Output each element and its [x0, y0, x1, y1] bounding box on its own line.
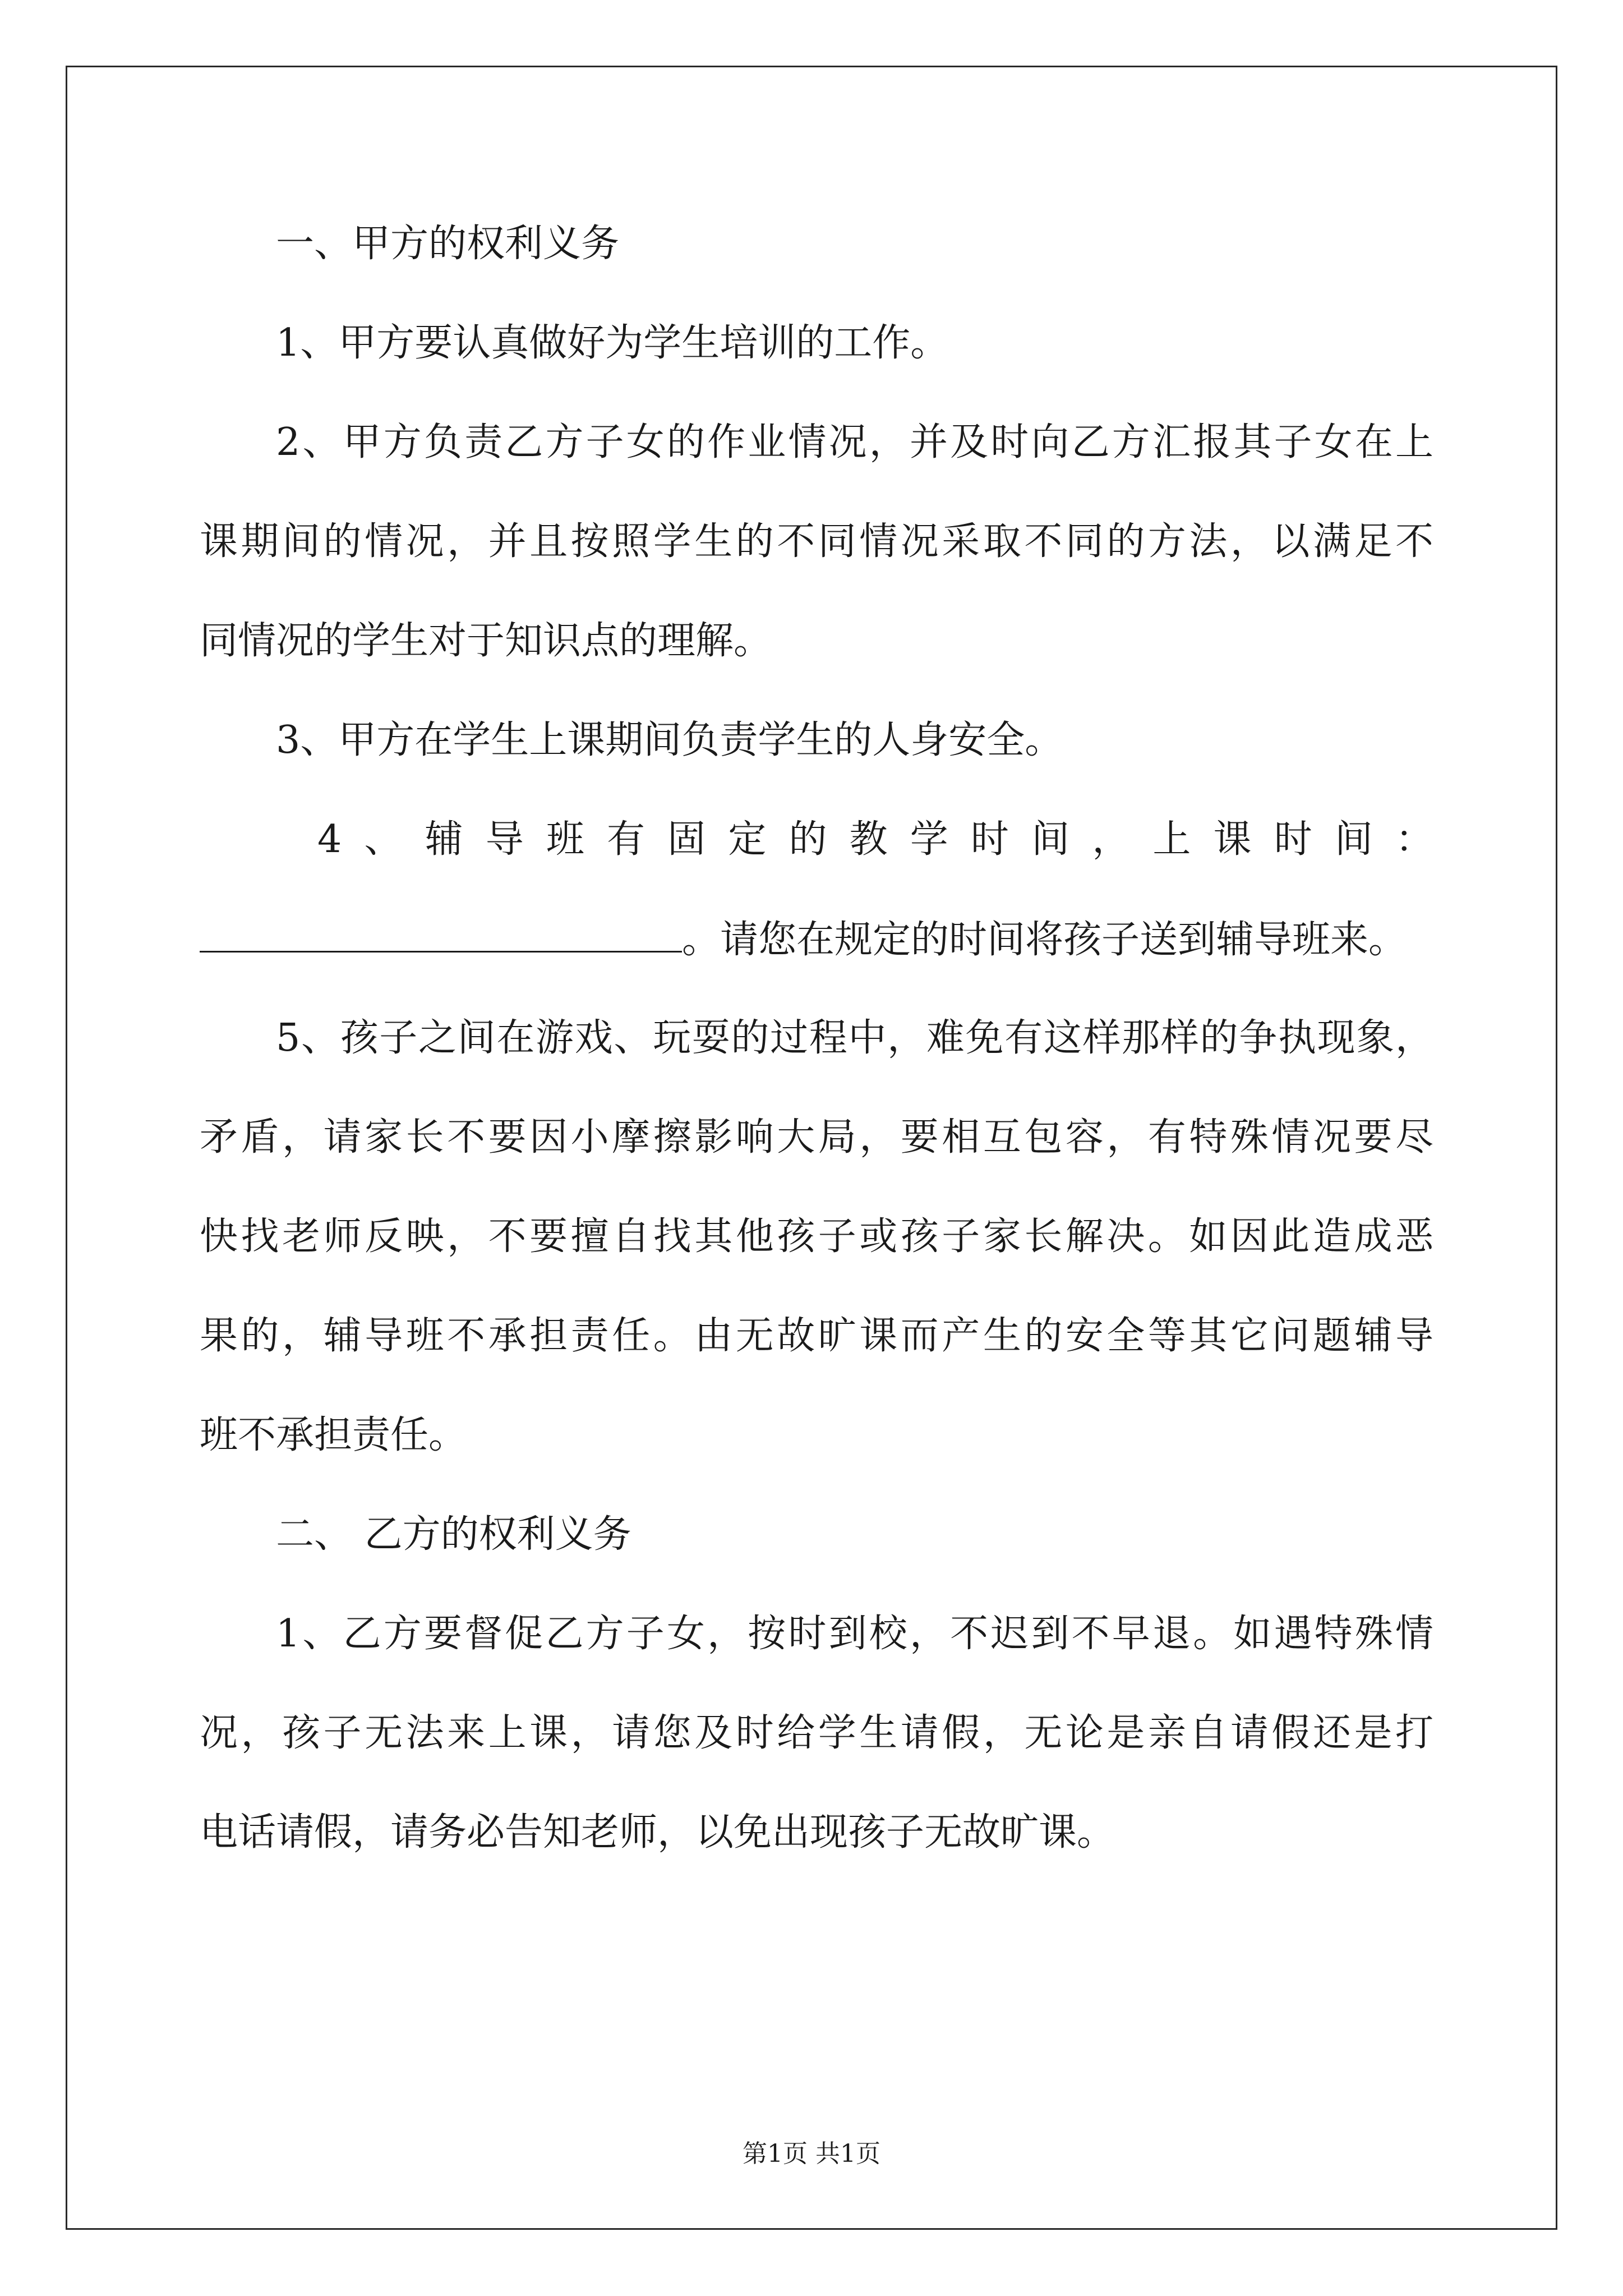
paragraph-b1-line2: 况，孩子无法来上课，请您及时给学生请假，无论是亲自请假还是打 — [200, 1711, 1433, 1755]
paragraph-a5-line5: 班不承担责任。 — [200, 1413, 467, 1457]
section-heading-party-b: 二、 乙方的权利义务 — [276, 1512, 631, 1557]
paragraph-a4-line1: 4、辅导班有固定的教学时间，上课时间： — [317, 817, 1433, 862]
paragraph-a2-line2: 课期间的情况，并且按照学生的不同情况采取不同的方法，以满足不 — [200, 519, 1433, 564]
paragraph-a2-line1: 2、甲方负责乙方子女的作业情况，并及时向乙方汇报其子女在上 — [276, 420, 1433, 464]
paragraph-b1-line3: 电话请假，请务必告知老师，以免出现孩子无故旷课。 — [200, 1810, 1115, 1855]
paragraph-a4-text: 。请您在规定的时间将孩子送到辅导班来。 — [682, 918, 1407, 962]
blank-fill-line — [200, 914, 682, 953]
paragraph-a1: 1、甲方要认真做好为学生培训的工作。 — [276, 321, 949, 365]
paragraph-a5-line2: 矛盾，请家长不要因小摩擦影响大局，要相互包容，有特殊情况要尽 — [200, 1115, 1433, 1159]
section-heading-party-a: 一、甲方的权利义务 — [276, 222, 620, 266]
paragraph-a5-line1: 5、孩子之间在游戏、玩耍的过程中，难免有这样那样的争执现象， — [276, 1016, 1433, 1060]
page-footer: 第1页 共1页 — [743, 2139, 880, 2168]
paragraph-b1-line1: 1、乙方要督促乙方子女，按时到校，不迟到不早退。如遇特殊情 — [276, 1612, 1433, 1656]
paragraph-a2-line3: 同情况的学生对于知识点的理解。 — [200, 619, 772, 663]
paragraph-a5-line3: 快找老师反映，不要擅自找其他孩子或孩子家长解决。如因此造成恶 — [200, 1214, 1433, 1259]
paragraph-a5-line4: 果的，辅导班不承担责任。由无故旷课而产生的安全等其它问题辅导 — [200, 1314, 1433, 1358]
paragraph-a4-line2 — [200, 914, 1407, 965]
paragraph-a3: 3、甲方在学生上课期间负责学生的人身安全。 — [276, 718, 1063, 762]
